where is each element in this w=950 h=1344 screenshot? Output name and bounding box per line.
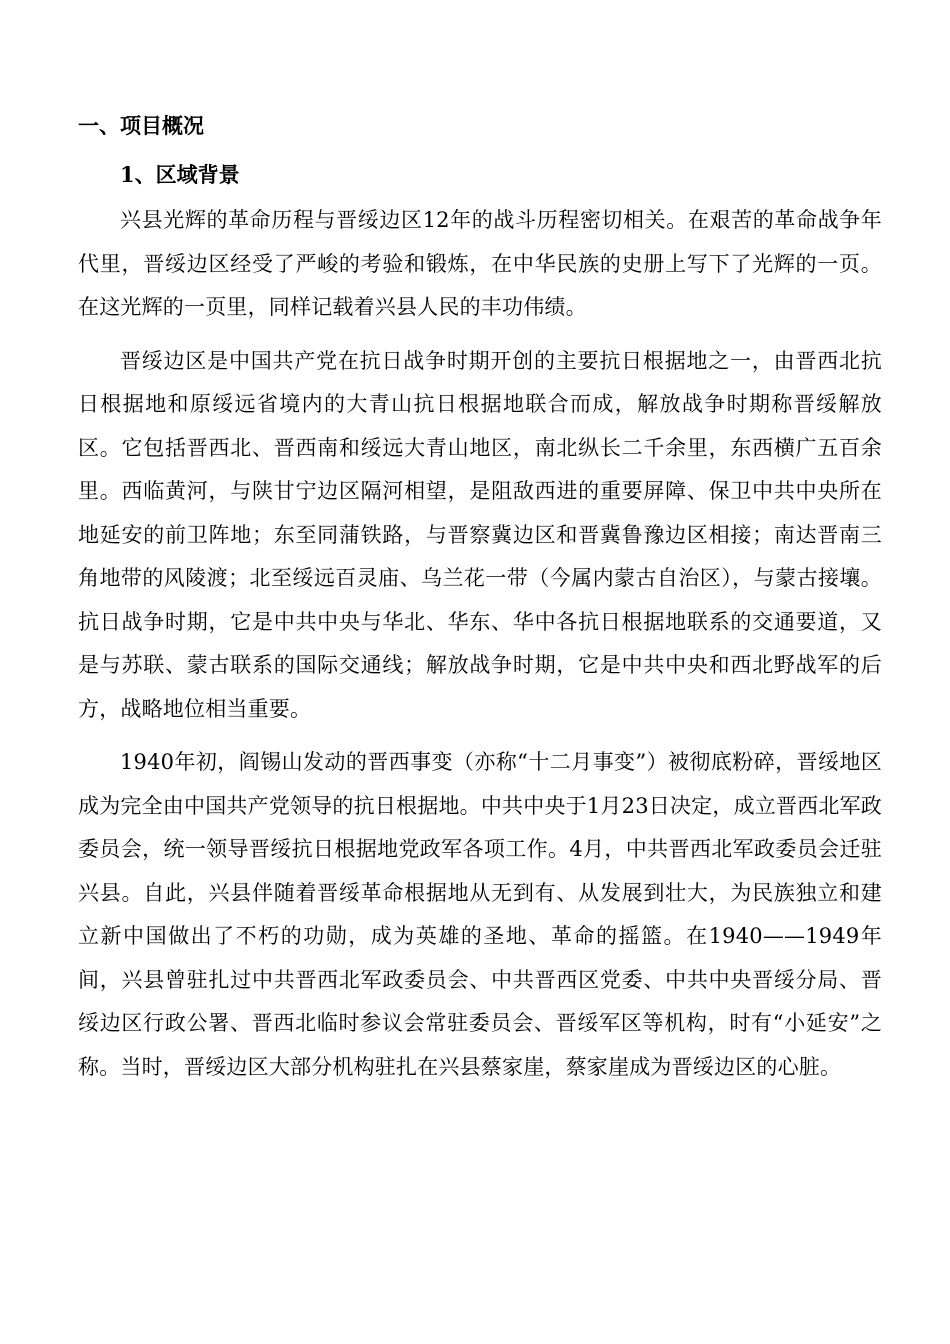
paragraph-1: 兴县光辉的革命历程与晋绥边区12年的战斗历程密切相关。在艰苦的革命战争年代里，晋绥边区经受了严峻的考验和锻炼，在中华民族的史册上写下了光辉的一页。在这光辉的一页里，同样记载着兴县人民的丰功伟绩。 [78, 208, 882, 319]
paragraph-2: 晋绥边区是中国共产党在抗日战争时期开创的主要抗日根据地之一，由晋西北抗日根据地和原绥远省境内的大青山抗日根据地联合而成，解放战争时期称晋绥解放区。它包括晋西北、晋西南和绥远大青山地区，南北纵长二千余里，东西横广五百余里。西临黄河，与陕甘宁边区隔河相望，是阻敌西进的重要屏障、保卫中共中央所在地延安的前卫阵地；东至同蒲铁路，与晋察冀边区和晋冀鲁豫边区相接；南达晋南三角地带的风陵渡；北至绥远百灵庙、乌兰花一带（今属内蒙古自治区），与蒙古接壤。抗日战争时期，它是中共中央与华北、华东、华中各抗日根据地联系的交通要道，又是与苏联、蒙古联系的国际交通线；解放战争时期，它是中共中央和西北野战军的后方，战略地位相当重要。 [78, 348, 882, 721]
subsection-heading: 1、区域背景 [120, 162, 240, 187]
document-page [78, 112, 882, 1099]
section-heading: 一、项目概况 [78, 113, 204, 138]
paragraph-3: 1940年初，阎锡山发动的晋西事变（亦称“十二月事变”）被彻底粉碎，晋绥地区成为完全由中国共产党领导的抗日根据地。中共中央于1月23日决定，成立晋西北军政委员会，统一领导晋绥抗日根据地党政军各项工作。4月，中共晋西北军政委员会迁驻兴县。自此，兴县伴随着晋绥革命根据地从无到有、从发展到壮大，为民族独立和建立新中国做出了不朽的功勋，成为英雄的圣地、革命的摇篮。在1940——1949年间，兴县曾驻扎过中共晋西北军政委员会、中共晋西区党委、中共中央晋绥分局、晋绥边区行政公署、晋西北临时参议会常驻委员会、晋绥军区等机构，时有“小延安”之称。当时，晋绥边区大部分机构驻扎在兴县蔡家崖，蔡家崖成为晋绥边区的心脏。 [78, 750, 882, 1079]
